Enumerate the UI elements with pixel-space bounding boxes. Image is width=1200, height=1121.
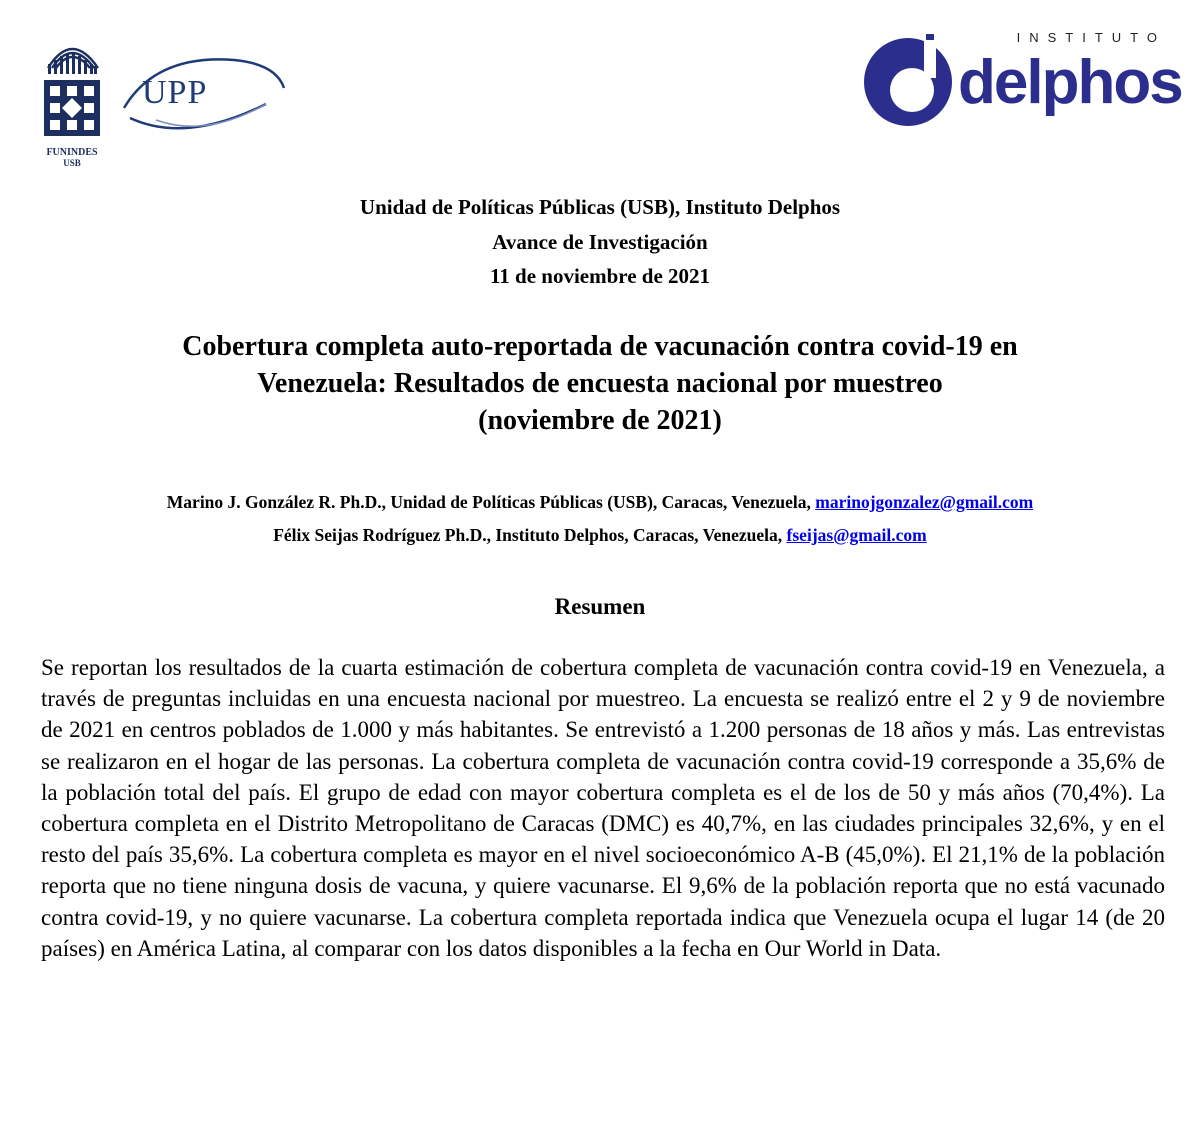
author-1-affiliation: Marino J. González R. Ph.D., Unidad de Políticas Públicas (USB), Caracas, Venezuela, — [166, 492, 816, 512]
funindes-sub-label: USB — [63, 158, 81, 168]
delphos-logo — [862, 30, 1182, 134]
document-title — [60, 328, 1140, 439]
logos-left — [36, 24, 286, 168]
author-2-email-link[interactable]: fseijas@gmail.com — [786, 525, 927, 545]
author-2 — [0, 519, 1200, 552]
funindes-emblem-icon — [36, 24, 108, 146]
author-1 — [0, 486, 1200, 519]
abstract-body: Se reportan los resultados de la cuarta estimación de cobertura completa de vacunación contra covid-19 en Venezuela, a través de preguntas incluidas en una encuesta nacional por muestreo. La encuesta se realizó entre el 2 y 9 de noviembre de 2021 en centros poblados de 1.000 y más habitantes. Se entrevistó a 1.200 personas de 18 años y más. Las entrevistas se realizaron en el hogar de las personas. La cobertura completa de vacunación contra covid-19 corresponde a 35,6% de la población total del país. El grupo de edad con mayor cobertura completa es el de los de 50 y más años (70,4%). La cobertura completa en el Distrito Metropolitano de Caracas (DMC) es 40,7%, en las ciudades principales 32,6%, y en el resto del país 35,6%. La cobertura completa es mayor en el nivel socioeconómico A-B (45,0%). El 21,1% de la población reporta que no tiene ninguna dosis de vacuna, y quiere vacunarse. El 9,6% de la población reporta que no está vacunado contra covid-19, y no quiere vacunarse. La cobertura completa reportada indica que Venezuela ocupa el lugar 14 (de 20 países) en América Latina, al comparar con los datos disponibles a la fecha en Our World in Data. — [41, 655, 1165, 961]
header-date: 11 de noviembre de 2021 — [489, 264, 711, 288]
funindes-logo — [36, 24, 108, 168]
document-header — [0, 190, 1200, 294]
header-organizations: Unidad de Políticas Públicas (USB), Instituto Delphos — [359, 195, 841, 219]
upp-label: UPP — [142, 74, 208, 111]
funindes-label: FUNINDES — [46, 147, 98, 158]
title-line-2: Venezuela: Resultados de encuesta nacional por muestreo — [257, 368, 943, 399]
title-line-1: Cobertura completa auto-reportada de vacunación contra covid-19 en — [182, 331, 1018, 362]
author-1-email-link[interactable]: marinojgonzalez@gmail.com — [815, 492, 1034, 512]
author-2-affiliation: Félix Seijas Rodríguez Ph.D., Instituto Delphos, Caracas, Venezuela, — [273, 525, 787, 545]
delphos-prefix-label: INSTITUTO — [1016, 30, 1166, 45]
delphos-emblem-icon — [862, 30, 958, 134]
title-line-3: (noviembre de 2021) — [478, 405, 722, 436]
authors — [0, 486, 1200, 552]
delphos-name-label: delphos — [958, 48, 1182, 117]
abstract-heading: Resumen — [554, 594, 646, 619]
header-report-type: Avance de Investigación — [492, 229, 708, 254]
